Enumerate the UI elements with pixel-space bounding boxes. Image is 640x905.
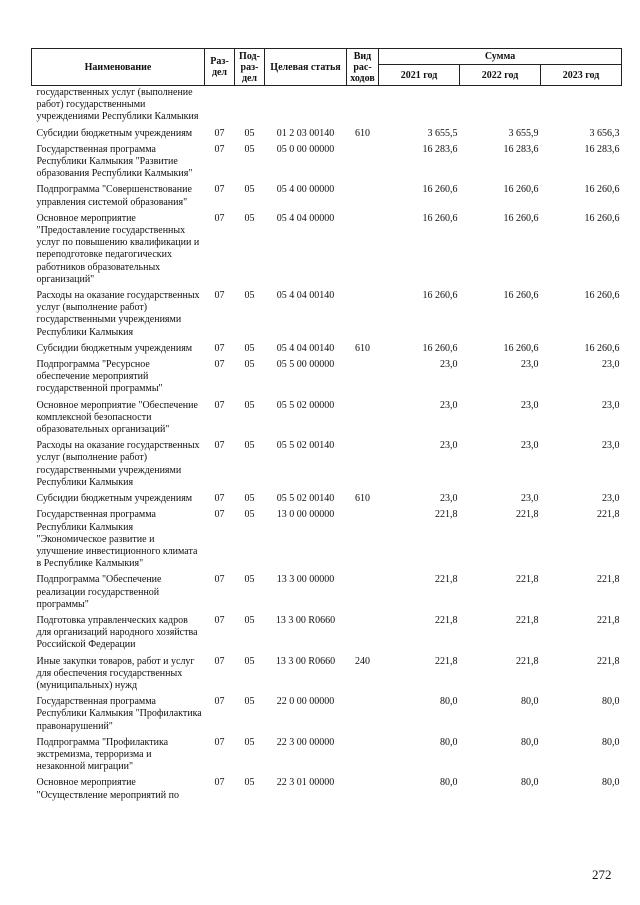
cell-2021: 16 260,6 — [422, 290, 458, 302]
cell-target: 01 2 03 00140 — [276, 127, 335, 139]
cell-2022: 16 260,6 — [503, 184, 539, 196]
cell-podrazdel: 05 — [244, 574, 255, 586]
cell-2022: 3 655,9 — [508, 127, 539, 139]
cell-2021: 221,8 — [435, 655, 458, 667]
cell-razdel: 07 — [214, 736, 225, 748]
cell-target: 05 4 04 00000 — [276, 212, 335, 224]
cell-razdel: 07 — [214, 696, 225, 708]
cell-2021: 23,0 — [440, 399, 458, 411]
cell-2022: 23,0 — [521, 359, 539, 371]
cell-2022: 16 260,6 — [503, 342, 539, 354]
cell-podrazdel: 05 — [244, 399, 255, 411]
header-year-2021: 2021 год — [379, 65, 460, 86]
cell-razdel: 07 — [214, 143, 225, 155]
header-sum: Сумма — [379, 49, 622, 65]
cell-2021: 23,0 — [440, 359, 458, 371]
cell-target: 13 3 00 00000 — [276, 574, 335, 586]
table-row — [32, 611, 622, 652]
cell-2023: 221,8 — [597, 614, 620, 626]
table-row — [32, 140, 622, 181]
cell-name: Подпрограмма "Обеспечение реализации государственной программы" — [36, 574, 162, 610]
table-row — [32, 339, 622, 355]
cell-razdel: 07 — [214, 509, 225, 521]
cell-name: Подпрограмма "Ресурсное обеспечение мероприятий государственной программы" — [36, 359, 163, 395]
cell-2022: 16 260,6 — [503, 212, 539, 224]
cell-razdel: 07 — [214, 399, 225, 411]
cell-target: 05 4 00 00000 — [276, 184, 335, 196]
cell-razdel: 07 — [214, 574, 225, 586]
cell-2021 — [379, 86, 460, 124]
cell-name: Основное мероприятие "Обеспечение комплексной безопасности образовательных организаций" — [36, 399, 198, 436]
cell-podrazdel — [235, 86, 265, 124]
cell-razdel: 07 — [214, 342, 225, 354]
cell-name: Подготовка управленческих кадров для организаций народного хозяйства Российской Федерации — [36, 614, 198, 651]
cell-podrazdel: 05 — [244, 655, 255, 667]
cell-vid — [347, 505, 379, 570]
cell-vid — [347, 773, 379, 801]
cell-name: Субсидии бюджетным учреждениям — [36, 493, 193, 505]
cell-podrazdel: 05 — [244, 184, 255, 196]
cell-2022: 221,8 — [516, 614, 539, 626]
cell-2023: 221,8 — [597, 655, 620, 667]
cell-2021: 23,0 — [440, 493, 458, 505]
cell-2023: 23,0 — [602, 359, 620, 371]
table-row — [32, 773, 622, 801]
cell-target: 22 3 01 00000 — [276, 777, 335, 789]
cell-2022: 23,0 — [521, 440, 539, 452]
cell-podrazdel: 05 — [244, 342, 255, 354]
header-podrazdel: Под- раз- дел — [235, 49, 265, 86]
cell-2021: 16 260,6 — [422, 212, 458, 224]
cell-2023: 16 283,6 — [584, 143, 620, 155]
cell-razdel: 07 — [214, 440, 225, 452]
cell-target: 05 5 02 00140 — [276, 440, 335, 452]
cell-vid — [347, 140, 379, 181]
table-row — [32, 124, 622, 140]
cell-name: Субсидии бюджетным учреждениям — [36, 342, 193, 354]
cell-2022: 80,0 — [521, 696, 539, 708]
cell-target: 13 3 00 R0660 — [275, 614, 336, 626]
cell-target: 13 0 00 00000 — [276, 509, 335, 521]
header-target: Целевая статья — [265, 49, 347, 86]
cell-podrazdel: 05 — [244, 440, 255, 452]
cell-vid — [347, 570, 379, 611]
table-row — [32, 570, 622, 611]
cell-2023: 3 656,3 — [589, 127, 620, 139]
cell-2023: 23,0 — [602, 493, 620, 505]
cell-target: 05 4 04 00140 — [276, 342, 335, 354]
cell-2022: 221,8 — [516, 509, 539, 521]
cell-2023: 23,0 — [602, 440, 620, 452]
cell-podrazdel: 05 — [244, 359, 255, 371]
table-row — [32, 286, 622, 339]
cell-name: Государственная программа Республики Калмыкия "Развитие образования Республики Калмыкия" — [36, 143, 193, 180]
cell-razdel: 07 — [214, 493, 225, 505]
cell-2022: 23,0 — [521, 493, 539, 505]
cell-target: 13 3 00 R0660 — [275, 655, 336, 667]
table-row — [32, 180, 622, 208]
page-number: 272 — [592, 867, 612, 882]
cell-2023: 221,8 — [597, 509, 620, 521]
cell-2023: 80,0 — [602, 777, 620, 789]
table-row — [32, 209, 622, 286]
table-row — [32, 505, 622, 570]
cell-2023: 16 260,6 — [584, 184, 620, 196]
cell-vid — [347, 396, 379, 437]
cell-2022 — [460, 86, 541, 124]
cell-vid — [347, 286, 379, 339]
cell-podrazdel: 05 — [244, 212, 255, 224]
cell-razdel: 07 — [214, 359, 225, 371]
cell-2021: 80,0 — [440, 777, 458, 789]
cell-name: Расходы на оказание государственных услуг (выполнение работ) государственными учреждениями Республики Калмыкия — [36, 440, 200, 488]
cell-2022: 16 260,6 — [503, 290, 539, 302]
cell-razdel: 07 — [214, 614, 225, 626]
cell-name: Подпрограмма "Совершенствование управления системой образования" — [36, 184, 192, 208]
cell-2023: 80,0 — [602, 696, 620, 708]
cell-razdel — [205, 86, 235, 124]
cell-vid — [347, 692, 379, 733]
cell-podrazdel: 05 — [244, 696, 255, 708]
cell-2022: 221,8 — [516, 655, 539, 667]
cell-name: Иные закупки товаров, работ и услуг для обеспечения государственных (муниципальных) нужд — [36, 655, 195, 691]
cell-vid: 610 — [355, 342, 370, 354]
cell-2023: 16 260,6 — [584, 212, 620, 224]
table-row — [32, 489, 622, 505]
cell-podrazdel: 05 — [244, 493, 255, 505]
cell-2023: 221,8 — [597, 574, 620, 586]
cell-2021: 221,8 — [435, 614, 458, 626]
cell-2023: 16 260,6 — [584, 290, 620, 302]
cell-vid — [347, 733, 379, 774]
cell-2021: 16 283,6 — [422, 143, 458, 155]
cell-2023 — [541, 86, 622, 124]
cell-2021: 3 655,5 — [427, 127, 458, 139]
cell-name: Расходы на оказание государственных услуг (выполнение работ) государственными учреждениями Республики Калмыкия — [36, 290, 200, 338]
cell-target: 05 5 02 00140 — [276, 493, 335, 505]
cell-vid — [347, 436, 379, 489]
cell-name: Основное мероприятие "Предоставление государственных услуг по повышению квалификации и переподготовке педагогических работников образовательных организаций" — [36, 212, 200, 285]
cell-vid — [347, 86, 379, 124]
cell-2023: 80,0 — [602, 736, 620, 748]
cell-razdel: 07 — [214, 184, 225, 196]
cell-target: 22 3 00 00000 — [276, 736, 335, 748]
table-row — [32, 355, 622, 396]
header-razdel: Раз- дел — [205, 49, 235, 86]
table-row — [32, 733, 622, 774]
cell-2022: 16 283,6 — [503, 143, 539, 155]
cell-2021: 16 260,6 — [422, 184, 458, 196]
table-row — [32, 652, 622, 693]
cell-razdel: 07 — [214, 777, 225, 789]
cell-2022: 80,0 — [521, 777, 539, 789]
cell-vid — [347, 180, 379, 208]
cell-target: 05 5 00 00000 — [276, 359, 335, 371]
cell-2023: 23,0 — [602, 399, 620, 411]
header-year-2023: 2023 год — [541, 65, 622, 86]
cell-2022: 221,8 — [516, 574, 539, 586]
cell-vid: 240 — [355, 655, 370, 667]
cell-vid — [347, 209, 379, 286]
cell-2021: 80,0 — [440, 696, 458, 708]
cell-target: 05 5 02 00000 — [276, 399, 335, 411]
header-vid: Вид рас- ходов — [347, 49, 379, 86]
budget-table — [31, 48, 622, 802]
cell-name: Государственная программа Республики Калмыкия "Профилактика правонарушений" — [36, 696, 202, 732]
table-header — [32, 49, 622, 86]
header-name: Наименование — [32, 49, 205, 86]
cell-2021: 16 260,6 — [422, 342, 458, 354]
cell-podrazdel: 05 — [244, 509, 255, 521]
cell-2021: 221,8 — [435, 574, 458, 586]
table-body — [32, 86, 622, 802]
cell-vid — [347, 611, 379, 652]
cell-vid: 610 — [355, 127, 370, 139]
cell-name: Основное мероприятие "Осуществление мероприятий по — [36, 777, 179, 801]
cell-target: 05 4 04 00140 — [276, 290, 335, 302]
cell-vid: 610 — [355, 493, 370, 505]
cell-podrazdel: 05 — [244, 127, 255, 139]
cell-name: Государственная программа Республики Калмыкия "Экономическое развитие и улучшение инвестиционного климата в Республике Калмыкия" — [36, 509, 198, 570]
cell-2022: 80,0 — [521, 736, 539, 748]
cell-vid — [347, 355, 379, 396]
cell-razdel: 07 — [214, 212, 225, 224]
cell-podrazdel: 05 — [244, 290, 255, 302]
cell-2022: 23,0 — [521, 399, 539, 411]
cell-2021: 221,8 — [435, 509, 458, 521]
table-row — [32, 86, 622, 124]
cell-razdel: 07 — [214, 127, 225, 139]
table-row — [32, 436, 622, 489]
cell-2021: 80,0 — [440, 736, 458, 748]
cell-podrazdel: 05 — [244, 614, 255, 626]
cell-podrazdel: 05 — [244, 736, 255, 748]
cell-target: 22 0 00 00000 — [276, 696, 335, 708]
cell-name: Подпрограмма "Профилактика экстремизма, терроризма и незаконной миграции" — [36, 736, 169, 773]
cell-target: 05 0 00 00000 — [276, 143, 335, 155]
cell-razdel: 07 — [214, 655, 225, 667]
cell-2023: 16 260,6 — [584, 342, 620, 354]
table-row — [32, 396, 622, 437]
table-row — [32, 692, 622, 733]
cell-target — [265, 86, 347, 124]
cell-razdel: 07 — [214, 290, 225, 302]
cell-podrazdel: 05 — [244, 777, 255, 789]
header-year-2022: 2022 год — [460, 65, 541, 86]
cell-2021: 23,0 — [440, 440, 458, 452]
cell-name: государственных услуг (выполнение работ) государственными учреждениями Республики Калмыкия — [36, 87, 199, 123]
cell-name: Субсидии бюджетным учреждениям — [36, 127, 193, 139]
cell-podrazdel: 05 — [244, 143, 255, 155]
